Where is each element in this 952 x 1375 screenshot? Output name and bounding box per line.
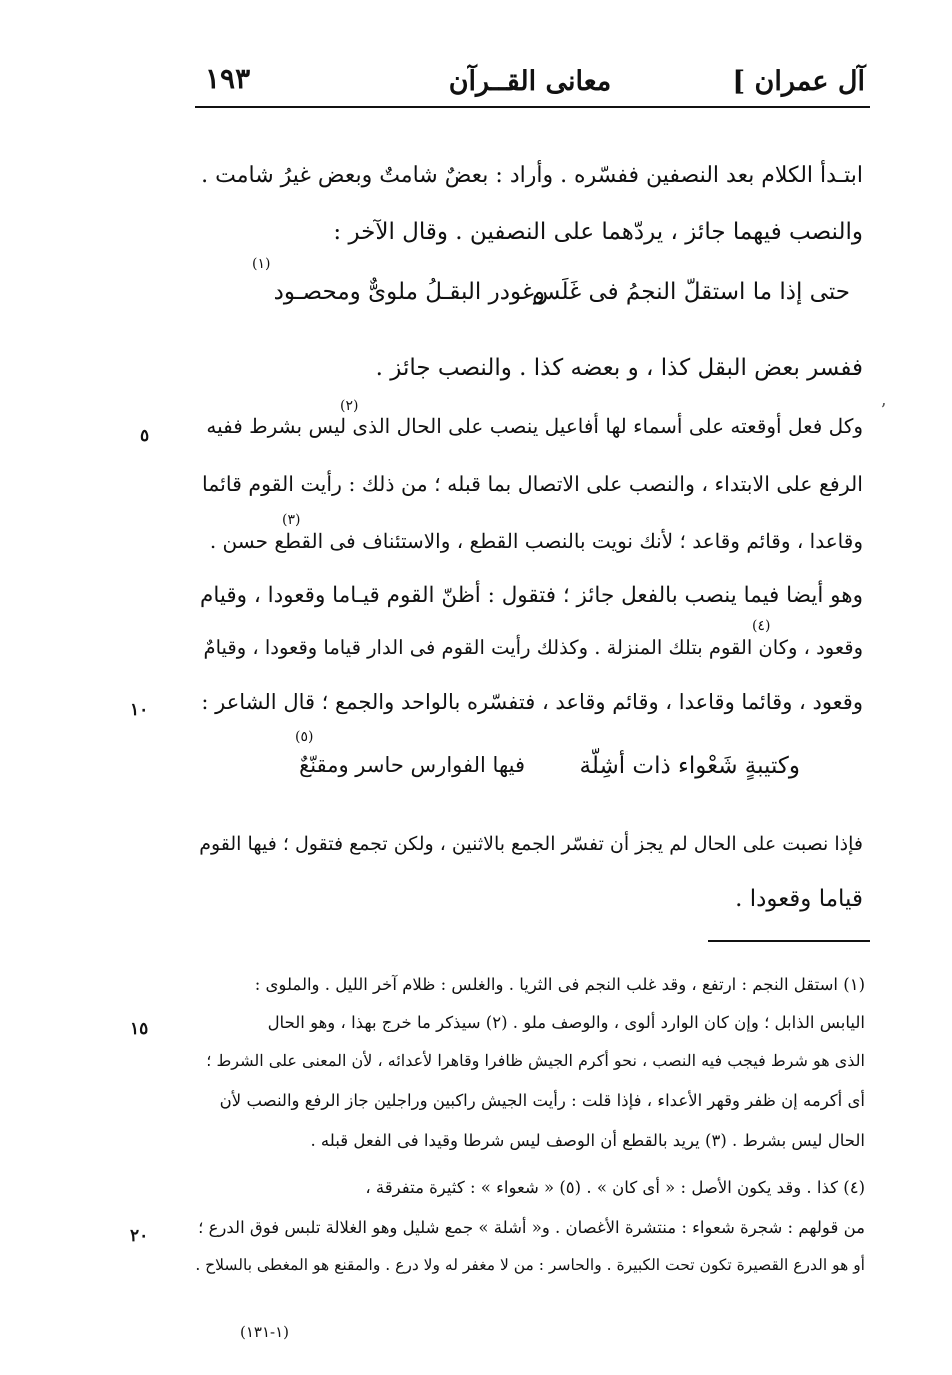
- line-number-20: ٢٠: [130, 1226, 149, 1246]
- book-title: معانى القــرآن: [448, 66, 612, 97]
- verse-2-first-hemistich: وكتيبةٍ شَعْواء ذات أشِلّة: [579, 753, 800, 779]
- text-line: الرفع على الابتداء ، والنصب على الاتصال بما قبله ؛ من ذلك : رأيت القوم قائما: [202, 472, 863, 496]
- line-number-15: ١٥: [130, 1019, 149, 1039]
- line-number-10: ١٠: [130, 700, 149, 720]
- footnote-marker-2: (٢): [340, 398, 359, 414]
- footnote-marker-5: (٥): [295, 729, 314, 745]
- text-line: ففسر بعض البقل كذا ، و بعضه كذا . والنصب جائز .: [375, 355, 863, 381]
- footnote-line: من قولهم : شجرة شعواء : منتشرة الأغصان . و« أشلة » جمع شليل وهو الغلالة تلبس فوق الدرع ؛: [198, 1218, 865, 1237]
- page-number: ١٩٣: [205, 62, 251, 95]
- printer-signature: (١-١٣١): [240, 1323, 290, 1341]
- footnote-marker-3: (٣): [282, 512, 301, 528]
- stray-mark: ʼ: [880, 400, 886, 421]
- footnote-marker-4: (٤): [752, 618, 771, 634]
- footnote-line: الحال ليس بشرط . (٣) يريد بالقطع أن الوصف ليس شرطا وقيدا فى الفعل قبله .: [310, 1131, 865, 1150]
- footnote-line: اليابس الذابل ؛ وإن كان الوارد ألوى ، والوصف ملو . (٢) سيذكر ما خرج بهذا ، وهو الحال: [267, 1013, 865, 1032]
- verse-1-first-hemistich: حتى إذا ما استقلّ النجمُ فى غَلَس: [532, 279, 850, 305]
- surah-name: آل عمران ]: [732, 66, 865, 97]
- footnote-line: (١) استقل النجم : ارتفع ، وقد غلب النجم فى الثريا . والغلس : ظلام آخر الليل . والملوى :: [254, 975, 865, 994]
- footnote-marker-1: (١): [252, 256, 271, 272]
- footnote-line: الذى هو شرط فيجب فيه النصب ، نحو أكرم الجيش ظافرا وقاهرا لأعدائه ، لأن المعنى على الشرط ؛: [206, 1051, 865, 1070]
- text-line: قياما وقعودا .: [735, 886, 863, 912]
- text-line: وهو أيضا فيما ينصب بالفعل جائز ؛ فتقول : أظنّ القوم قيـاما وقعودا ، وقيام: [200, 583, 863, 608]
- verse-1-second-hemistich: وغودر البقـلُ ملوىٌّ ومحصـود: [273, 279, 545, 305]
- verse-2-second-hemistich: فيها الفوارس حاسر ومقنّعٌ: [299, 753, 525, 777]
- footnote-line: (٤) كذا . وقد يكون الأصل : « أى كان » . (٥) « شعواء » : كثيرة متفرقة ،: [365, 1178, 865, 1197]
- footnote-line: أى أكرمه إن ظفر وقهر الأعداء ، فإذا قلت : رأيت الجيش راكبين وراجلين جاز الرفع والنصب لأن: [219, 1091, 865, 1110]
- text-line: وكل فعل أوقعته على أسماء لها أفاعيل ينصب على الحال الذى ليس بشرط ففيه: [206, 414, 863, 438]
- footnote-line: أو هو الدرع القصيرة تكون تحت الكبيرة . والحاسر : من لا مغفر له ولا درع . والمقنع هو المغطى بالسلاح .: [195, 1256, 865, 1274]
- text-line: والنصب فيهما جائز ، يردّهما على النصفين . وقال الآخر :: [333, 219, 863, 245]
- text-line: وقعود ، وقائما وقاعدا ، وقائم وقاعد ، فتفسّره بالواحد والجمع ؛ قال الشاعر :: [201, 690, 863, 714]
- text-line: وقاعدا ، وقائم وقاعد ؛ لأنك نويت بالنصب القطع ، والاستئناف فى القطع حسن .: [209, 529, 863, 553]
- text-line: وقعود ، وكان القوم بتلك المنزلة . وكذلك رأيت القوم فى الدار قياما وقعودا ، وقيامٌ: [203, 636, 863, 659]
- line-number-5: ٥: [140, 426, 150, 446]
- text-line: فإذا نصبت على الحال لم يجز أن تفسّر الجمع بالاثنين ، ولكن تجمع فتقول ؛ فيها القوم: [199, 833, 863, 855]
- footnotes: [190, 0, 865, 1375]
- text-line: ابتـدأ الكلام بعد النصفين ففسّره . وأراد : بعضٌ شامتٌ وبعض غيرُ شامت .: [201, 163, 863, 188]
